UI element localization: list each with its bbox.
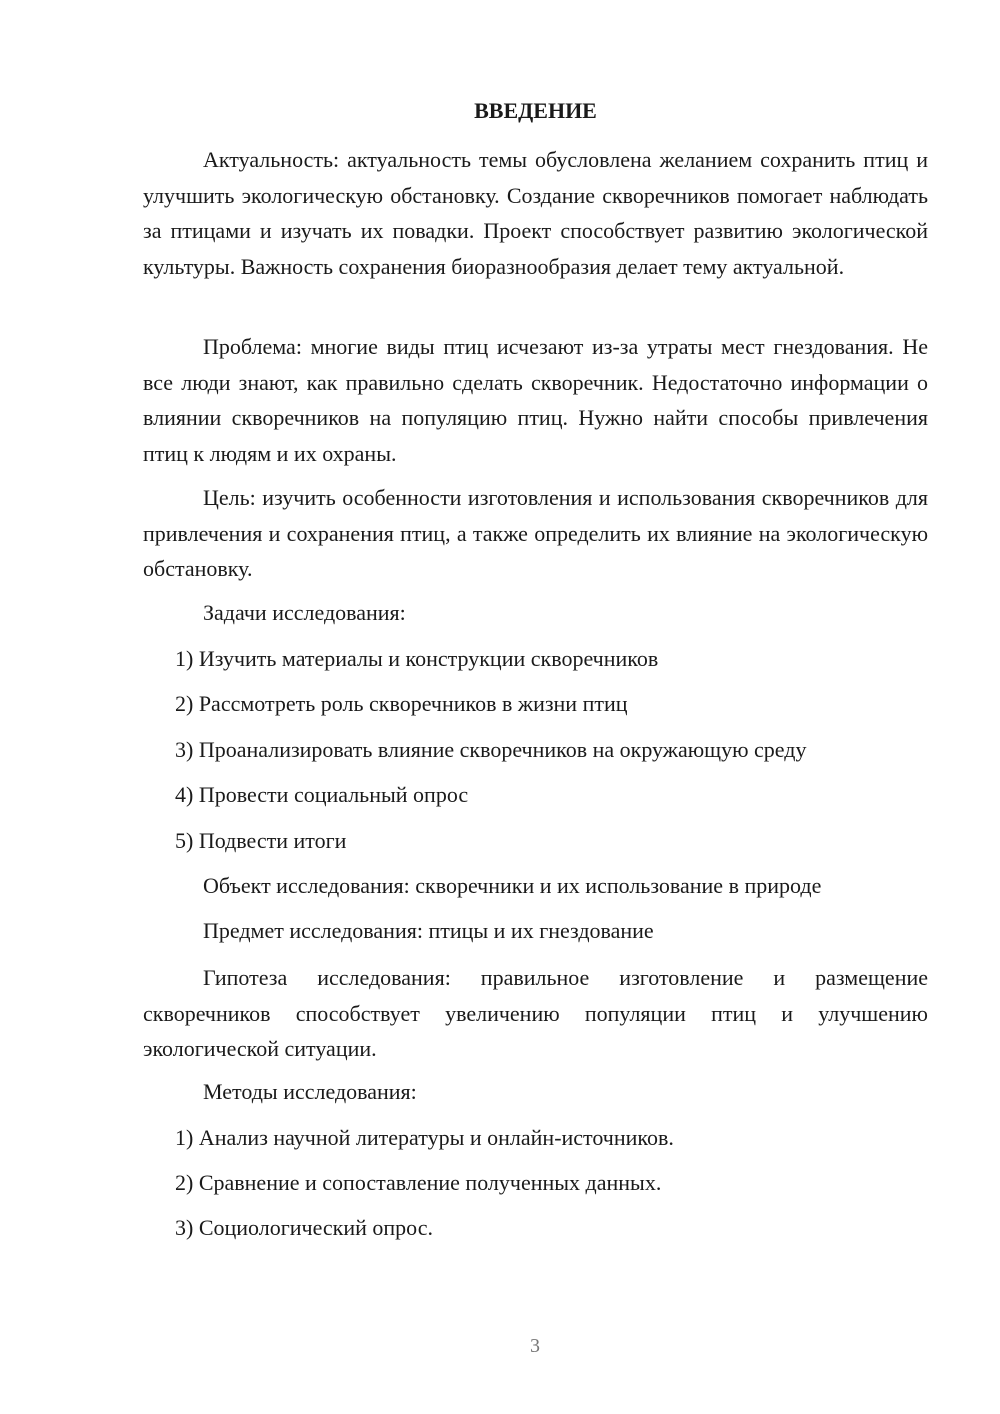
problem-paragraph: Проблема: многие виды птиц исчезают из-за утраты мест гнездования. Не все люди знают, как правильно сделать скворечник. Недостаточно информации о влиянии скворечников на популяцию птиц. Нужно найти способы привлечения птиц к людям и их охраны. [143,334,928,466]
relevance-paragraph: Актуальность: актуальность темы обусловлена желанием сохранить птиц и улучшить экологическую обстановку. Создание скворечников помогает наблюдать за птицами и изучать их повадки. Проект способствует развитию экологической культуры. Важность сохранения биоразнообразия делает тему актуальной. [143,147,928,279]
tasks-heading: Задачи исследования: [203,600,406,625]
research-object: Объект исследования: скворечники и их использование в природе [203,873,822,898]
method-item: 2) Сравнение и сопоставление полученных данных. [175,1170,662,1195]
methods-heading: Методы исследования: [203,1079,417,1104]
task-item: 2) Рассмотреть роль скворечников в жизни птиц [175,691,628,716]
task-item: 3) Проанализировать влияние скворечников на окружающую среду [175,737,807,762]
task-item: 1) Изучить материалы и конструкции скворечников [175,646,659,671]
method-item: 3) Социологический опрос. [175,1215,433,1240]
page-number: 3 [530,1335,540,1357]
research-subject: Предмет исследования: птицы и их гнездование [203,918,654,943]
task-item: 4) Провести социальный опрос [175,782,469,807]
hypothesis-paragraph: Гипотеза исследования: правильное изготовление и размещение скворечников способствует увеличению популяции птиц и улучшению экологической ситуации. [143,965,928,1061]
goal-paragraph: Цель: изучить особенности изготовления и использования скворечников для привлечения и сохранения птиц, а также определить их влияние на экологическую обстановку. [143,485,928,581]
task-item: 5) Подвести итоги [175,828,347,853]
method-item: 1) Анализ научной литературы и онлайн-источников. [175,1125,674,1150]
section-title: ВВЕДЕНИЕ [474,98,597,123]
